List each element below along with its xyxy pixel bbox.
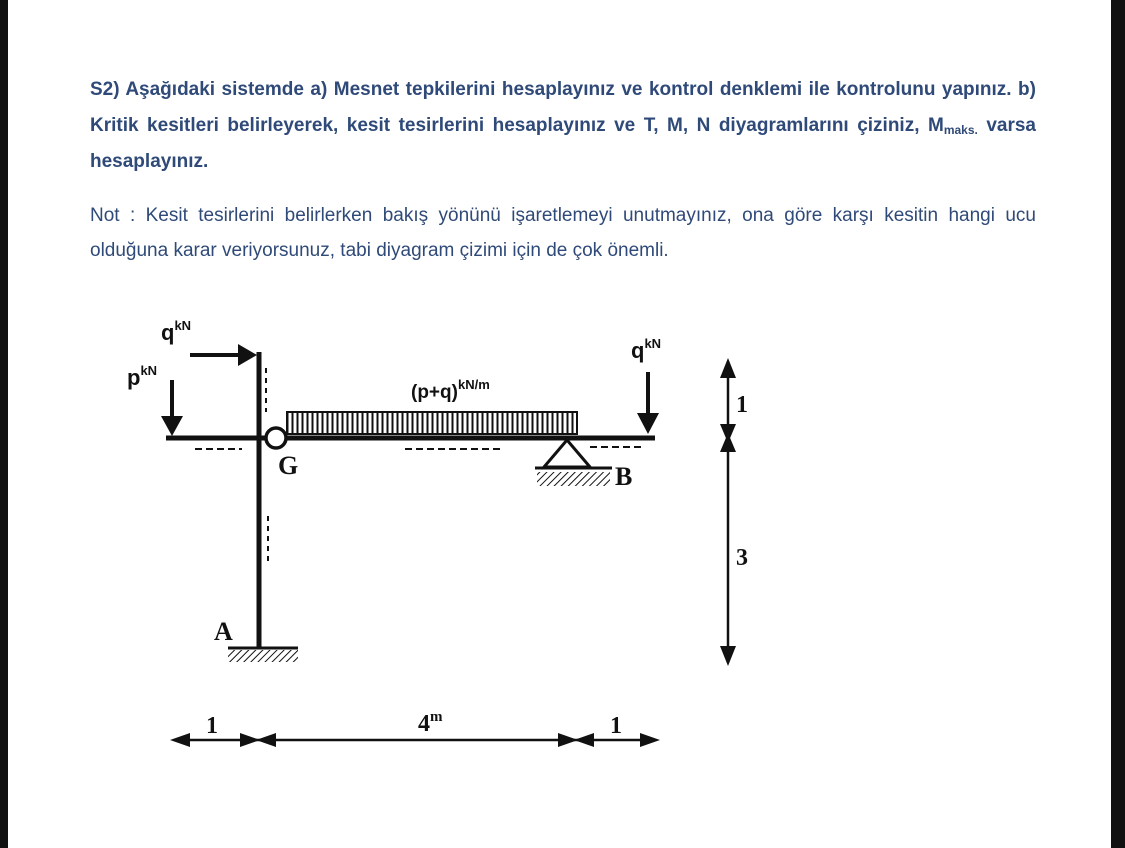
question-body: S2) Aşağıdaki sistemde a) Mesnet tepkilerini hesaplayınız ve kontrol denklemi ile kontrolunu yapınız. b) Kritik kesitleri belirleyerek, kesit tesirlerini hesaplayınız ve T, M, N diyagramlarını çiziniz, M (90, 79, 1036, 136)
pin-support-b (544, 440, 590, 467)
load-arrow-p-left-head (161, 416, 183, 436)
distributed-load-block (287, 412, 577, 434)
dim-vertical-arrow-mid-up (720, 433, 736, 452)
question-end: varsa hesaplayınız. (90, 115, 1036, 172)
label-q-left: $q^{kN}$ (161, 318, 192, 345)
label-point-b: B (615, 462, 633, 491)
label-dim-horizontal-right: 1 (610, 713, 622, 739)
pin-support-hatch (537, 472, 610, 486)
label-distributed-load: $(p+q)^{kN/m}$ (411, 377, 490, 403)
label-point-a: A (214, 617, 233, 646)
question-subscript: maks. (943, 123, 978, 137)
hinge-g (266, 428, 286, 448)
load-arrow-q-left-head (238, 344, 257, 366)
dim-horizontal-arrow-1b (256, 733, 276, 747)
label-dim-vertical-top: 1 (736, 392, 748, 418)
dim-vertical-arrow-top (720, 358, 736, 378)
label-point-g: G (278, 451, 299, 480)
label-dim-vertical-bottom: 3 (736, 545, 748, 571)
dim-horizontal-arrow-2b (574, 733, 594, 747)
label-q-right: $q^{kN}$ (631, 336, 662, 363)
dim-vertical-arrow-bottom (720, 646, 736, 666)
note-text: Not : Kesit tesirlerini belirlerken bakış yönünü işaretlemeyi unutmayınız, ona göre karşı kesitin hangi ucu olduğuna karar veriyorsunuz, tabi diyagram çizimi için de çok önemli. (90, 205, 1036, 261)
label-dim-horizontal-mid: 4$^m$ (418, 709, 443, 737)
label-dim-horizontal-left: 1 (206, 713, 218, 739)
dim-horizontal-arrow-right (640, 733, 660, 747)
load-arrow-q-right-head (637, 413, 659, 434)
dim-horizontal-arrow-left (170, 733, 190, 747)
label-p-left: $p^{kN}$ (127, 363, 158, 390)
fixed-support-hatch (228, 650, 298, 662)
